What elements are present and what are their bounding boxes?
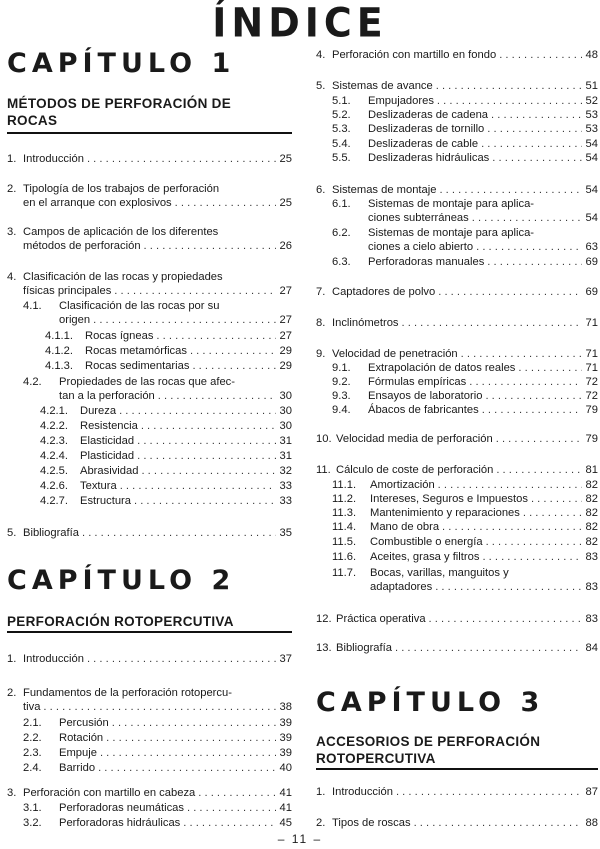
toc-entry[interactable]: 11. Cálculo de coste de perforación . . . 81	[316, 463, 598, 477]
toc-entry[interactable]: 2. Fundamentos de la perforación rotopercu- tiva . . . 38	[7, 686, 292, 714]
toc-entry[interactable]: 6.1. Sistemas de montaje para aplica- ciones subterráneas . . . 54	[332, 197, 598, 225]
toc-entry[interactable]: 9.1. Extrapolación de datos reales . . . 71	[332, 361, 598, 375]
toc-entry[interactable]: 7. Captadores de polvo . . . 69	[316, 285, 598, 299]
toc-entry[interactable]: 2.4. Barrido . . . 40	[23, 761, 292, 775]
toc-entry[interactable]: 9. Velocidad de penetración . . . 71	[316, 347, 598, 361]
toc-entry[interactable]: 4.2.3. Elasticidad . . . 31	[40, 434, 292, 448]
chapter-2-heading: CAPÍTULO 2	[7, 565, 236, 596]
toc-entry[interactable]: 2.1. Percusión . . . 39	[23, 716, 292, 730]
toc-entry[interactable]: 5. Bibliografía . . . 35	[7, 526, 292, 540]
toc-entry[interactable]: 11.6. Aceites, grasa y filtros . . . 83	[332, 550, 598, 564]
toc-entry[interactable]: 12. Práctica operativa . . . 83	[316, 612, 598, 626]
toc-entry[interactable]: 11.7. Bocas, varillas, manguitos y adaptadores . . . 83	[332, 566, 598, 594]
toc-entry[interactable]: 3.2. Perforadoras hidráulicas . . . 45	[23, 816, 292, 830]
toc-entry[interactable]: 5.2. Deslizaderas de cadena . . . 53	[332, 108, 598, 122]
toc-entry[interactable]: 13. Bibliografía . . . 84	[316, 641, 598, 655]
toc-entry[interactable]: 4.2. Propiedades de las rocas que afec- tan a la perforación . . . 30	[23, 375, 292, 403]
index-title: ÍNDICE	[212, 0, 388, 47]
toc-entry[interactable]: 2.2. Rotación . . . 39	[23, 731, 292, 745]
toc-entry[interactable]: 5.1. Empujadores . . . 52	[332, 94, 598, 108]
toc-entry[interactable]: 3.1. Perforadoras neumáticas . . . 41	[23, 801, 292, 815]
chapter-1-heading: CAPÍTULO 1	[7, 48, 236, 79]
toc-entry[interactable]: 1. Introducción . . . 25	[7, 152, 292, 166]
toc-entry[interactable]: 9.2. Fórmulas empíricas . . . 72	[332, 375, 598, 389]
toc-entry[interactable]: 8. Inclinómetros . . . 71	[316, 316, 598, 330]
toc-entry[interactable]: 11.2. Intereses, Seguros e Impuestos . . . 82	[332, 492, 598, 506]
chapter-3-subtitle-line1: ACCESORIOS DE PERFORACIÓN	[316, 734, 541, 749]
toc-entry[interactable]: 4.2.2. Resistencia . . . 30	[40, 419, 292, 433]
chapter-3-rule	[316, 768, 598, 770]
page-number: – 11 –	[277, 832, 323, 846]
toc-entry[interactable]: 4.2.1. Dureza . . . 30	[40, 404, 292, 418]
toc-entry[interactable]: 3. Campos de aplicación de los diferentes métodos de perforación . . . 26	[7, 225, 292, 253]
chapter-2-subtitle: PERFORACIÓN ROTOPERCUTIVA	[7, 614, 234, 629]
toc-entry[interactable]: 1. Introducción . . . 87	[316, 785, 598, 799]
chapter-2-rule	[7, 631, 292, 633]
toc-entry[interactable]: 9.3. Ensayos de laboratorio . . . 72	[332, 389, 598, 403]
toc-entry[interactable]: 4.1.1. Rocas ígneas . . . 27	[45, 329, 292, 343]
toc-entry[interactable]: 6. Sistemas de montaje . . . 54	[316, 183, 598, 197]
toc-entry[interactable]: 1. Introducción . . . 37	[7, 652, 292, 666]
toc-entry[interactable]: 4.2.7. Estructura . . . 33	[40, 494, 292, 508]
toc-entry[interactable]: 11.4. Mano de obra . . . 82	[332, 520, 598, 534]
chapter-1-rule	[7, 132, 292, 134]
toc-entry[interactable]: 4.2.6. Textura . . . 33	[40, 479, 292, 493]
toc-entry[interactable]: 4. Clasificación de las rocas y propiedades físicas principales . . . 27	[7, 270, 292, 298]
toc-entry[interactable]: 2. Tipos de roscas . . . 88	[316, 816, 598, 830]
chapter-1-subtitle-line2: ROCAS	[7, 113, 58, 128]
toc-entry[interactable]: 5.3. Deslizaderas de tornillo . . . 53	[332, 122, 598, 136]
toc-entry[interactable]: 9.4. Ábacos de fabricantes . . . 79	[332, 403, 598, 417]
toc-entry[interactable]: 4.1. Clasificación de las rocas por su origen . . . 27	[23, 299, 292, 327]
toc-entry[interactable]: 11.3. Mantenimiento y reparaciones . . . 82	[332, 506, 598, 520]
toc-entry[interactable]: 10. Velocidad media de perforación . . . 79	[316, 432, 598, 446]
chapter-3-subtitle-line2: ROTOPERCUTIVA	[316, 751, 436, 766]
toc-entry[interactable]: 5.5. Deslizaderas hidráulicas . . . 54	[332, 151, 598, 165]
toc-entry[interactable]: 4.1.3. Rocas sedimentarias . . . 29	[45, 359, 292, 373]
toc-entry[interactable]: 6.3. Perforadoras manuales . . . 69	[332, 255, 598, 269]
toc-entry[interactable]: 6.2. Sistemas de montaje para aplica- ciones a cielo abierto . . . 63	[332, 226, 598, 254]
toc-entry[interactable]: 5. Sistemas de avance . . . 51	[316, 79, 598, 93]
toc-entry[interactable]: 3. Perforación con martillo en cabeza . . . 41	[7, 786, 292, 800]
toc-entry[interactable]: 4. Perforación con martillo en fondo . . . 48	[316, 48, 598, 62]
toc-entry[interactable]: 4.1.2. Rocas metamórficas . . . 29	[45, 344, 292, 358]
toc-entry[interactable]: 5.4. Deslizaderas de cable . . . 54	[332, 137, 598, 151]
toc-entry[interactable]: 11.5. Combustible o energía . . . 82	[332, 535, 598, 549]
toc-entry[interactable]: 4.2.5. Abrasividad . . . 32	[40, 464, 292, 478]
toc-entry[interactable]: 4.2.4. Plasticidad . . . 31	[40, 449, 292, 463]
toc-entry[interactable]: 2. Tipología de los trabajos de perforación en el arranque con explosivos . . . 25	[7, 182, 292, 210]
chapter-1-subtitle-line1: MÉTODOS DE PERFORACIÓN DE	[7, 96, 232, 111]
chapter-3-heading: CAPÍTULO 3	[316, 687, 545, 718]
toc-entry[interactable]: 11.1. Amortización . . . 82	[332, 478, 598, 492]
toc-entry[interactable]: 2.3. Empuje . . . 39	[23, 746, 292, 760]
